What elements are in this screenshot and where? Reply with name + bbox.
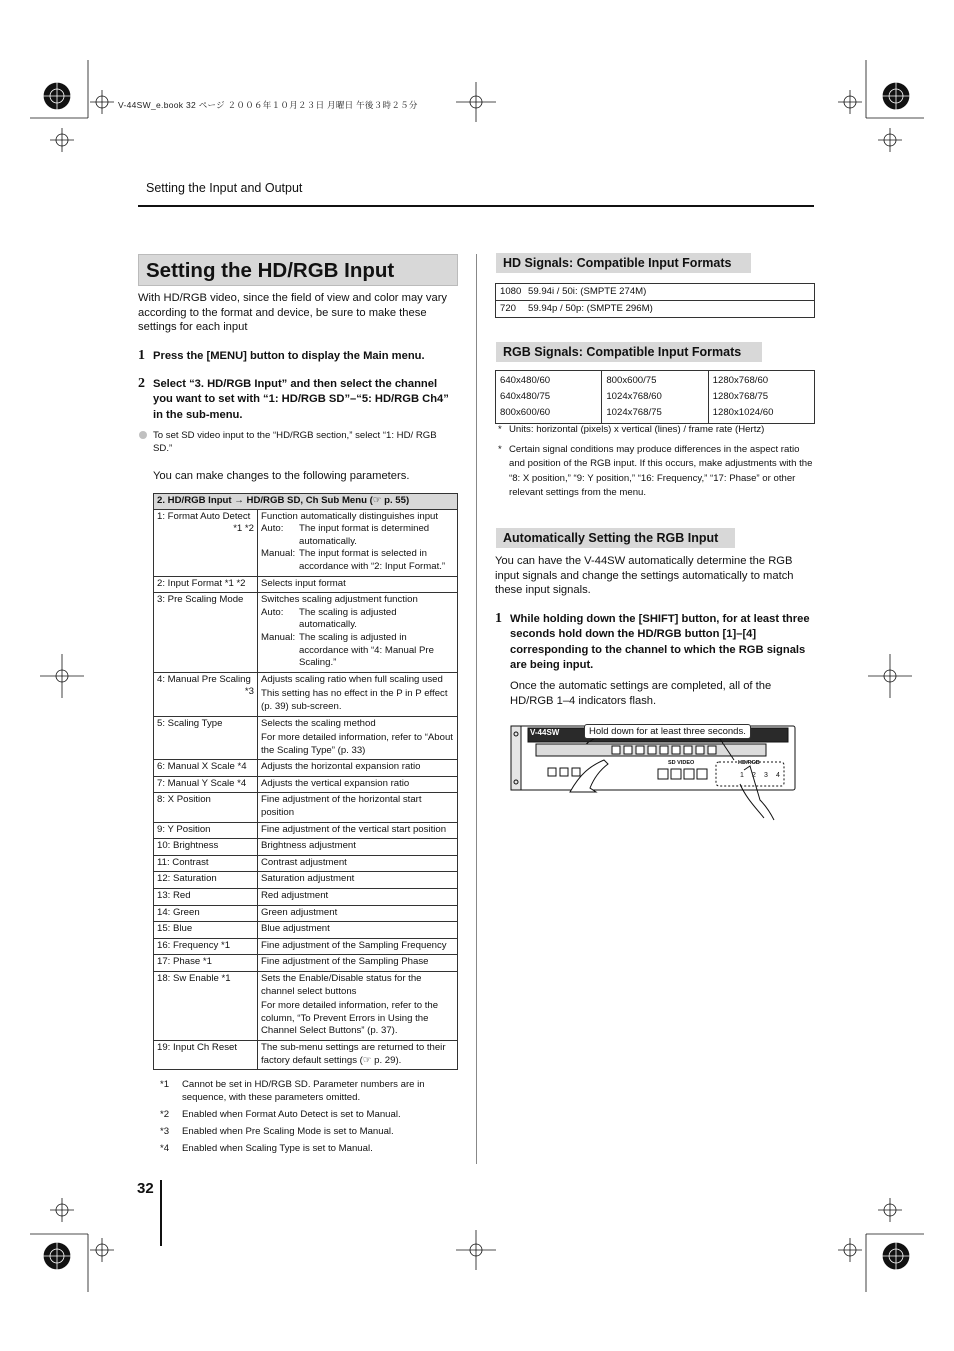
note: * Units: horizontal (pixels) x vertical (lines) / frame rate (Hertz): [498, 424, 765, 435]
table-row: [154, 593, 458, 673]
table-row: [154, 972, 458, 1041]
rgb-format: 800x600/75: [606, 375, 657, 386]
table-row: [154, 872, 458, 889]
step-1-text: Press the [MENU] button to display the Main menu.: [153, 350, 425, 362]
page-number-rule: [160, 1180, 162, 1246]
table-row: [154, 776, 458, 793]
auto-step-text: While holding down the [SHIFT] button, for at least three seconds hold down the HD/RGB button [1]–[4] corresponding to the channel to which the RGB signals are being input.: [510, 613, 810, 672]
param-name: 9: Y Position: [154, 822, 258, 839]
step-2-note: To set SD video input to the “HD/RGB section,” select “1: HD/ RGB SD.”: [153, 430, 437, 454]
param-description: Fine adjustment of the horizontal start position: [258, 793, 458, 822]
hdrgb-button-1-label: 1: [740, 772, 744, 779]
option-value: The input format is determined automatically.: [299, 523, 430, 547]
page-number: 32: [137, 1180, 154, 1197]
auto-result: Once the automatic settings are completed, all of the HD/RGB 1–4 indicators flash.: [510, 680, 772, 707]
param-description: Selects the scaling method: [261, 717, 376, 729]
device-illustration: [508, 722, 798, 822]
param-description: Saturation adjustment: [258, 872, 458, 889]
step-2-number: 2: [138, 376, 145, 391]
hd-format-lines: 1080: [500, 286, 522, 297]
param-name: 14: Green: [154, 905, 258, 922]
table-row: [154, 672, 458, 716]
param-name: 19: Input Ch Reset: [154, 1040, 258, 1069]
table-row: [154, 905, 458, 922]
param-description: Fine adjustment of the vertical start position: [258, 822, 458, 839]
table-row: [154, 922, 458, 939]
hdrgb-button-3-label: 3: [764, 772, 768, 779]
option-key: Manual:: [261, 548, 296, 560]
auto-intro: You can have the V-44SW automatically determine the RGB input signals and change the settings automatically to match these input signals.: [495, 555, 794, 597]
rgb-format: 1024x768/75: [606, 407, 662, 418]
table-row: [496, 371, 815, 424]
param-description: Switches scaling adjustment function: [261, 594, 418, 606]
column-divider: [476, 254, 477, 1164]
parameter-table-header: [154, 494, 458, 510]
option-key: Auto:: [261, 606, 284, 618]
table-row: [154, 822, 458, 839]
option-key: Manual:: [261, 631, 296, 643]
table-row: [154, 716, 458, 760]
param-name: 1: Format Auto Detect: [157, 510, 251, 522]
param-name: 11: Contrast: [154, 855, 258, 872]
option-value: The input format is selected in accordance with “2: Input Format.”: [299, 548, 446, 572]
table-row: [154, 889, 458, 906]
option-key: Auto:: [261, 523, 284, 535]
param-description: Adjusts the horizontal expansion ratio: [258, 760, 458, 777]
footnote: *4 Enabled when Scaling Type is set to Manual.: [160, 1143, 373, 1154]
hd-format-rate: 59.94i / 50i: (SMPTE 274M): [528, 286, 647, 297]
param-name: 16: Frequency *1: [154, 938, 258, 955]
rgb-format: 640x480/75: [500, 391, 551, 402]
param-name: 17: Phase *1: [154, 955, 258, 972]
sd-video-label: SD VIDEO: [668, 760, 695, 766]
auto-step-number: 1: [495, 611, 502, 626]
table-row: [496, 284, 815, 301]
param-description: Function automatically distinguishes input: [261, 510, 439, 522]
param-description-extra: For more detailed information, refer to “About the Scaling Type” (p. 33): [261, 732, 453, 756]
hd-formats-table: [495, 283, 815, 318]
param-footnote-ref: *1 *2: [233, 523, 254, 535]
param-footnote-ref: *3: [244, 686, 254, 698]
step-1-number: 1: [138, 348, 145, 363]
rgb-format: 1024x768/60: [606, 391, 662, 402]
running-header: Setting the Input and Output: [146, 181, 303, 195]
param-description-extra: This setting has no effect in the P in P effect (p. 39) sub-screen.: [261, 688, 448, 712]
table-row: [154, 760, 458, 777]
param-name: 15: Blue: [154, 922, 258, 939]
param-name: 5: Scaling Type: [154, 716, 258, 760]
table-row: [154, 855, 458, 872]
rgb-signals-heading: RGB Signals: Compatible Input Formats: [496, 342, 762, 362]
table-row: [154, 509, 458, 576]
hd-format-lines: 720: [500, 303, 517, 314]
table-row: [154, 955, 458, 972]
hd-signals-heading: HD Signals: Compatible Input Formats: [496, 253, 751, 273]
param-description: Fine adjustment of the Sampling Frequency: [258, 938, 458, 955]
param-name: 13: Red: [154, 889, 258, 906]
param-description: The sub-menu settings are returned to their factory default settings (☞ p. 29).: [258, 1040, 458, 1069]
param-description: Contrast adjustment: [258, 855, 458, 872]
rgb-format: 1280x768/60: [712, 375, 769, 386]
hdrgb-button-2-label: 2: [752, 772, 756, 779]
param-name: 10: Brightness: [154, 839, 258, 856]
page-title-box: [138, 254, 458, 286]
rgb-format: 1280x1024/60: [712, 407, 774, 418]
parameter-table: [153, 493, 458, 1070]
rgb-formats-table: [495, 370, 815, 424]
param-description: Sets the Enable/Disable status for the channel select buttons: [261, 973, 422, 997]
param-description: Red adjustment: [258, 889, 458, 906]
param-description: Fine adjustment of the Sampling Phase: [258, 955, 458, 972]
table-row: [154, 938, 458, 955]
table-row: [154, 793, 458, 822]
device-name-label: V-44SW: [530, 728, 560, 737]
header-rule: [138, 205, 814, 207]
params-intro: You can make changes to the following parameters.: [153, 470, 410, 482]
print-metadata: V-44SW_e.book 32 ページ ２００６年１０月２３日 月曜日 午後３時２５分: [118, 100, 418, 110]
parameter-table-header-cell: 2. HD/RGB Input → HD/RGB SD, Ch Sub Menu (☞ p. 55): [154, 494, 458, 510]
footnote: *3 Enabled when Pre Scaling Mode is set to Manual.: [160, 1126, 394, 1137]
table-row: [154, 839, 458, 856]
table-row: [496, 301, 815, 318]
param-description-extra: For more detailed information, refer to the column, “To Prevent Errors in Using the Channel Select Buttons” (p. 37).: [261, 1000, 439, 1037]
param-description: Brightness adjustment: [258, 839, 458, 856]
intro-paragraph: With HD/RGB video, since the field of view and color may vary according to the format and device, be sure to make these settings for each input: [138, 292, 448, 334]
page-title: Setting the HD/RGB Input: [146, 259, 395, 282]
table-row: [154, 1040, 458, 1069]
footnote: *1 Cannot be set in HD/RGB SD. Parameter numbers are in sequence, with these parameters omitted.: [160, 1079, 425, 1103]
param-name: 3: Pre Scaling Mode: [154, 593, 258, 673]
footnote: *2 Enabled when Format Auto Detect is set to Manual.: [160, 1109, 401, 1120]
note: * Certain signal conditions may produce differences in the aspect ratio and position of the RGB input. If this occurs, make adjustments with the “8: X position,” “9: Y position,” “16: Frequency,” “17: Phase” or other relevant settings from the menu.: [498, 443, 813, 498]
option-value: The scaling is adjusted in accordance with “4: Manual Pre Scaling.”: [299, 631, 434, 669]
rgb-format: 640x480/60: [500, 375, 551, 386]
param-description: Green adjustment: [258, 905, 458, 922]
note-bullet-icon: [139, 431, 147, 439]
auto-rgb-heading: Automatically Setting the RGB Input: [496, 528, 735, 548]
step-2-text: Select “3. HD/RGB Input” and then select the channel you want to set with “1: HD/RGB SD”–“5: HD/RGB Ch4” in the sub-menu.: [153, 378, 449, 421]
param-name: 18: Sw Enable *1: [154, 972, 258, 1041]
param-name: 4: Manual Pre Scaling: [157, 673, 251, 685]
option-value: The scaling is adjusted automatically.: [299, 606, 397, 631]
param-description: Selects input format: [258, 576, 458, 593]
param-description: Blue adjustment: [258, 922, 458, 939]
rgb-format: 800x600/60: [500, 407, 551, 418]
param-name: 2: Input Format *1 *2: [154, 576, 258, 593]
hd-format-rate: 59.94p / 50p: (SMPTE 296M): [528, 303, 653, 314]
hdrgb-button-4-label: 4: [776, 772, 780, 779]
rgb-format: 1280x768/75: [712, 391, 769, 402]
hold-down-callout: Hold down for at least three seconds.: [584, 724, 751, 739]
param-description: Adjusts the vertical expansion ratio: [258, 776, 458, 793]
param-name: 6: Manual X Scale *4: [154, 760, 258, 777]
hdrgb-label: HD/RGB: [738, 760, 760, 766]
param-description: Adjusts scaling ratio when full scaling used: [261, 673, 443, 685]
parameter-footnotes: [160, 1078, 458, 1159]
rgb-notes: [498, 423, 816, 505]
param-name: 8: X Position: [154, 793, 258, 822]
param-name: 7: Manual Y Scale *4: [154, 776, 258, 793]
param-name: 12: Saturation: [154, 872, 258, 889]
table-row: [154, 576, 458, 593]
